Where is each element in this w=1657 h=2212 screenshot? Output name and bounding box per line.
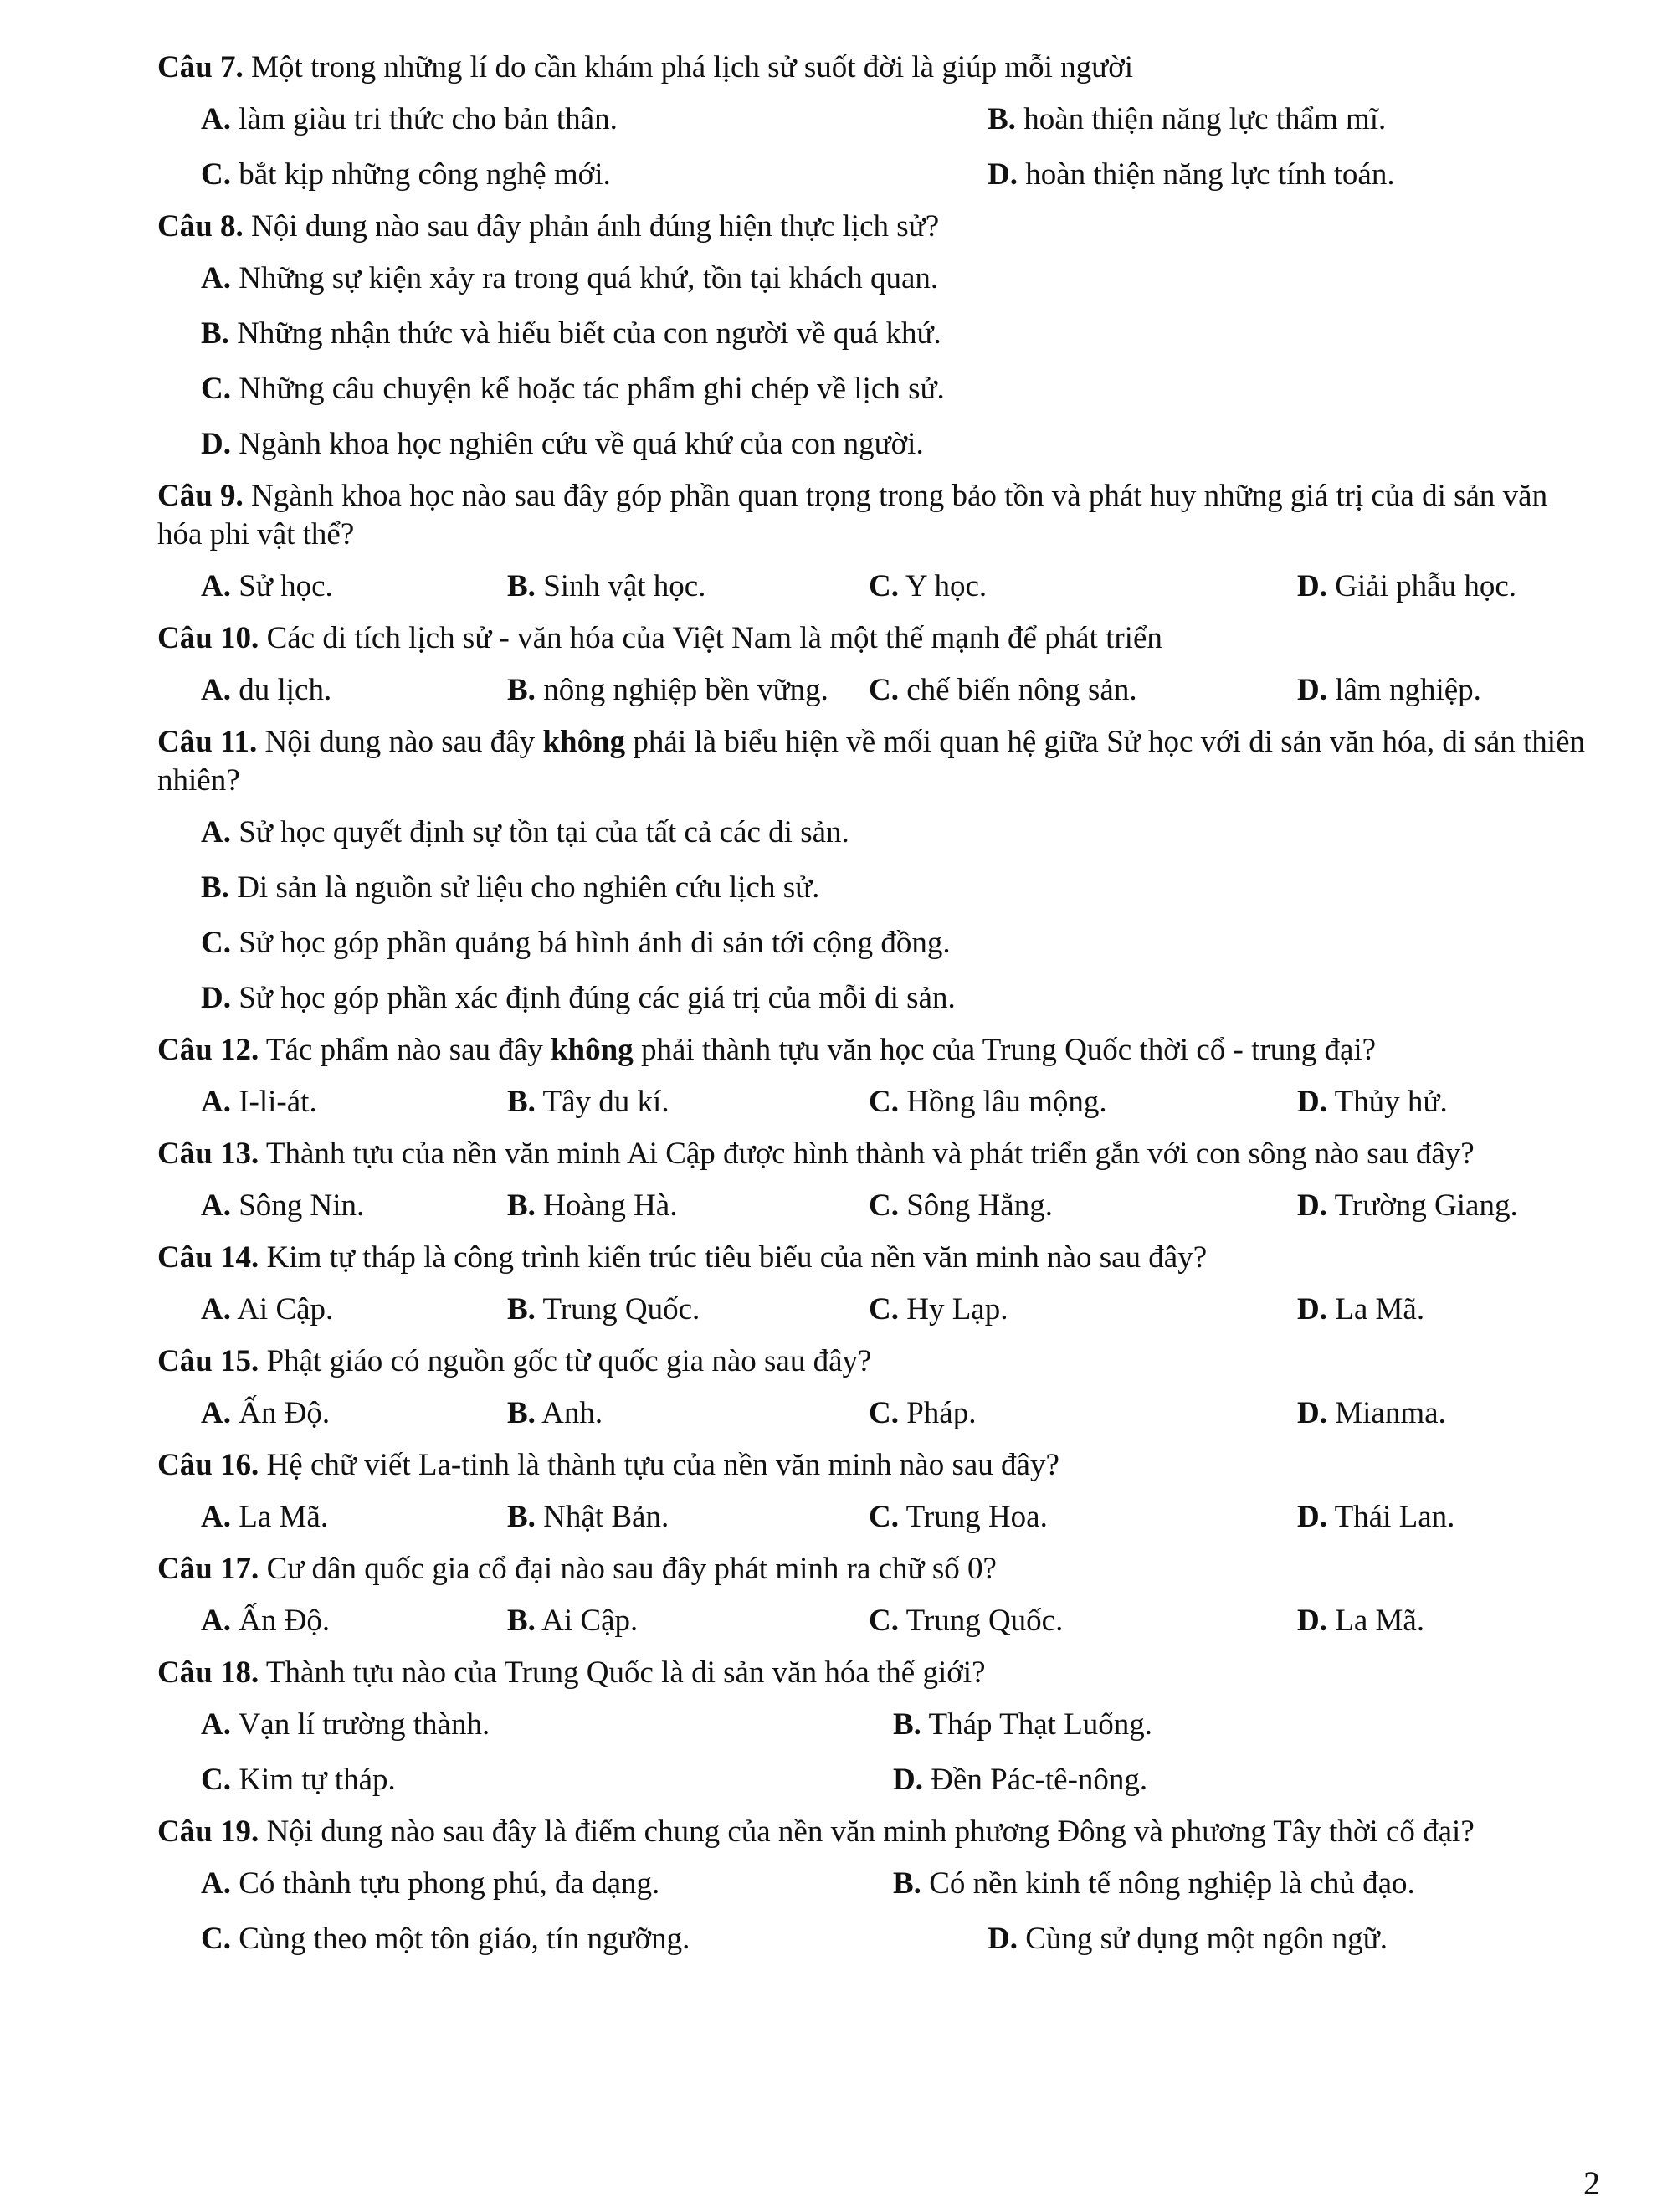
answer-option [869, 1386, 1297, 1441]
answer-option [201, 1386, 507, 1441]
option-text: Ấn Độ. [230, 1396, 331, 1430]
option-letter: D. [893, 1763, 923, 1797]
answer-option [507, 1594, 869, 1649]
option-letter: A. [201, 102, 231, 136]
option-text: Trung Quốc. [898, 1604, 1064, 1638]
stem-text: Thành tựu của nền văn minh Ai Cập được hình thành và phát triển gắn với con sông nào sau đây? [259, 1137, 1475, 1171]
option-letter: A. [201, 1292, 231, 1327]
option-letter: B. [507, 1188, 536, 1223]
option-text: La Mã. [1326, 1604, 1425, 1638]
answer-options [157, 1282, 1598, 1337]
option-letter: A. [201, 569, 231, 603]
option-letter: A. [201, 1396, 231, 1430]
exam-page [157, 44, 1598, 1967]
answer-options [157, 1386, 1598, 1441]
option-text: Anh. [535, 1396, 603, 1430]
option-letter: C. [869, 1500, 899, 1534]
option-text: La Mã. [230, 1500, 329, 1534]
emphasis-text: không [550, 1033, 634, 1067]
answer-option [869, 1178, 1297, 1234]
question-label: Câu 15. [157, 1344, 259, 1378]
answer-option [869, 1594, 1297, 1649]
option-text: Hồng lâu mộng. [898, 1085, 1107, 1119]
answer-options [157, 559, 1598, 614]
answer-option [1297, 1594, 1582, 1649]
option-letter: D. [201, 427, 231, 461]
option-text: Sử học góp phần quảng bá hình ảnh di sản tới cộng đồng. [230, 926, 951, 960]
answer-option [1297, 1178, 1582, 1234]
question-11 [157, 718, 1598, 1026]
question-label: Câu 13. [157, 1137, 259, 1171]
option-letter: D. [1297, 1396, 1327, 1430]
answer-option [201, 860, 1598, 916]
option-text: hoàn thiện năng lực tính toán. [1017, 157, 1395, 192]
option-letter: C. [869, 1396, 899, 1430]
option-letter: A. [201, 673, 231, 707]
answer-option [869, 1282, 1297, 1337]
question-label: Câu 17. [157, 1552, 259, 1586]
answer-options [157, 1856, 1598, 1967]
answer-options [157, 1178, 1598, 1234]
question-14 [157, 1234, 1598, 1337]
option-text: nông nghiệp bền vững. [535, 673, 828, 707]
option-letter: D. [201, 981, 231, 1015]
option-text: chế biến nông sản. [898, 673, 1137, 707]
option-letter: C. [869, 1085, 899, 1119]
option-text: Thái Lan. [1326, 1500, 1455, 1534]
answer-option [507, 1386, 869, 1441]
option-letter: D. [988, 1922, 1018, 1956]
option-letter: D. [1297, 1604, 1327, 1638]
answer-option [869, 559, 1297, 614]
question-stem [157, 1441, 1598, 1490]
answer-option [201, 1856, 893, 1912]
option-letter: D. [1297, 1292, 1327, 1327]
question-18 [157, 1649, 1598, 1808]
answer-option [201, 306, 1598, 362]
option-letter: C. [201, 372, 231, 406]
option-text: Ấn Độ. [230, 1604, 331, 1638]
stem-text: phải là biểu hiện về mối quan hệ giữa Sử học với di sản văn hóa, di sản thiên nhiên? [157, 725, 1585, 798]
option-letter: A. [201, 815, 231, 849]
answer-option [201, 251, 1598, 306]
question-label: Câu 11. [157, 725, 258, 759]
question-label: Câu 19. [157, 1814, 259, 1849]
option-text: Vạn lí trường thành. [230, 1707, 490, 1742]
answer-option [201, 1697, 893, 1753]
answer-option [201, 1912, 988, 1967]
answer-option [893, 1856, 1562, 1912]
page-number: 2 [1583, 2164, 1600, 2202]
question-stem [157, 203, 1598, 251]
question-label: Câu 10. [157, 621, 259, 655]
option-text: Thủy hử. [1326, 1085, 1448, 1119]
answer-option [201, 1282, 507, 1337]
question-19 [157, 1808, 1598, 1967]
option-text: Hy Lạp. [898, 1292, 1008, 1327]
option-text: Ai Cập. [535, 1604, 639, 1638]
question-10 [157, 614, 1598, 718]
answer-option [507, 1282, 869, 1337]
option-text: Sông Hằng. [898, 1188, 1053, 1223]
answer-option [201, 971, 1598, 1026]
stem-text: phải thành tựu văn học của Trung Quốc thời cổ - trung đại? [633, 1033, 1377, 1067]
answer-option [1297, 1282, 1582, 1337]
question-list [157, 44, 1598, 1967]
stem-text: Nội dung nào sau đây là điểm chung của nền văn minh phương Đông và phương Tây thời cổ đại? [259, 1814, 1475, 1849]
option-text: Trường Giang. [1326, 1188, 1518, 1223]
answer-option [201, 147, 988, 203]
option-letter: C. [869, 569, 899, 603]
option-text: làm giàu tri thức cho bản thân. [230, 102, 618, 136]
option-letter: C. [869, 1292, 899, 1327]
answer-options [157, 805, 1598, 1026]
option-letter: B. [201, 870, 229, 905]
option-letter: A. [201, 261, 231, 295]
option-letter: C. [201, 926, 231, 960]
answer-option [893, 1697, 1562, 1753]
option-letter: A. [201, 1085, 231, 1119]
option-letter: B. [507, 1604, 536, 1638]
option-letter: A. [201, 1604, 231, 1638]
question-stem [157, 1026, 1598, 1075]
option-letter: C. [869, 1604, 899, 1638]
answer-option [201, 362, 1598, 417]
answer-option [201, 417, 1598, 472]
option-letter: A. [201, 1500, 231, 1534]
question-label: Câu 14. [157, 1240, 259, 1275]
answer-option [507, 1075, 869, 1130]
question-label: Câu 8. [157, 209, 244, 244]
stem-text: Cư dân quốc gia cổ đại nào sau đây phát minh ra chữ số 0? [259, 1552, 997, 1586]
answer-options [157, 92, 1598, 203]
stem-text: Kim tự tháp là công trình kiến trúc tiêu biểu của nền văn minh nào sau đây? [259, 1240, 1208, 1275]
question-stem [157, 1234, 1598, 1282]
answer-option [201, 92, 988, 147]
stem-text: Nội dung nào sau đây phản ánh đúng hiện thực lịch sử? [243, 209, 940, 244]
question-label: Câu 16. [157, 1448, 259, 1482]
option-letter: D. [1297, 1085, 1327, 1119]
question-label: Câu 7. [157, 50, 244, 85]
answer-option [201, 1075, 507, 1130]
option-letter: B. [507, 673, 536, 707]
option-text: Mianma. [1326, 1396, 1446, 1430]
option-text: Kim tự tháp. [230, 1763, 396, 1797]
answer-option [1297, 559, 1582, 614]
question-stem [157, 1545, 1598, 1594]
answer-options [157, 1490, 1598, 1545]
question-stem [157, 44, 1598, 92]
option-text: Sinh vật học. [535, 569, 706, 603]
question-7 [157, 44, 1598, 203]
option-letter: B. [988, 102, 1016, 136]
answer-options [157, 1594, 1598, 1649]
option-text: Y học. [898, 569, 988, 603]
stem-text: Thành tựu nào của Trung Quốc là di sản văn hóa thế giới? [259, 1655, 986, 1690]
option-text: Ai Cập. [230, 1292, 334, 1327]
stem-text: Tác phẩm nào sau đây [259, 1033, 551, 1067]
option-letter: C. [201, 1922, 231, 1956]
question-8 [157, 203, 1598, 472]
question-13 [157, 1130, 1598, 1234]
answer-option [507, 1178, 869, 1234]
option-letter: B. [507, 1500, 536, 1534]
option-letter: B. [893, 1707, 921, 1742]
answer-option [869, 663, 1297, 718]
question-stem [157, 1808, 1598, 1856]
answer-option [201, 1594, 507, 1649]
option-letter: D. [988, 157, 1018, 192]
question-12 [157, 1026, 1598, 1130]
option-letter: B. [507, 1085, 536, 1119]
option-text: Ngành khoa học nghiên cứu về quá khứ của con người. [230, 427, 924, 461]
option-text: Đền Pác-tê-nông. [922, 1763, 1148, 1797]
option-letter: C. [201, 1763, 231, 1797]
question-stem [157, 614, 1598, 663]
option-letter: D. [1297, 569, 1327, 603]
option-text: Có thành tựu phong phú, đa dạng. [230, 1866, 660, 1901]
option-letter: A. [201, 1866, 231, 1901]
answer-options [157, 663, 1598, 718]
answer-option [201, 1178, 507, 1234]
option-letter: D. [1297, 673, 1327, 707]
answer-option [893, 1753, 1562, 1808]
option-letter: B. [201, 316, 229, 351]
answer-option [988, 147, 1540, 203]
option-text: Sử học. [230, 569, 333, 603]
option-letter: B. [507, 1292, 536, 1327]
option-text: Trung Hoa. [898, 1500, 1048, 1534]
stem-text: Các di tích lịch sử - văn hóa của Việt Nam là một thế mạnh để phát triển [259, 621, 1162, 655]
answer-option [201, 559, 507, 614]
answer-option [869, 1075, 1297, 1130]
answer-option [201, 916, 1598, 971]
question-stem [157, 1130, 1598, 1178]
option-letter: C. [869, 673, 899, 707]
option-text: Những câu chuyện kể hoặc tác phẩm ghi chép về lịch sử. [230, 372, 945, 406]
stem-text: Ngành khoa học nào sau đây góp phần quan trọng trong bảo tồn và phát huy những giá trị của di sản văn hóa phi vật thể? [157, 479, 1548, 552]
option-text: Sử học góp phần xác định đúng các giá trị của mỗi di sản. [230, 981, 956, 1015]
option-text: Pháp. [898, 1396, 977, 1430]
answer-option [507, 559, 869, 614]
answer-option [1297, 1490, 1582, 1545]
question-stem [157, 1649, 1598, 1697]
answer-option [507, 1490, 869, 1545]
option-letter: B. [507, 569, 536, 603]
option-letter: D. [1297, 1188, 1327, 1223]
question-label: Câu 12. [157, 1033, 259, 1067]
answer-option [201, 1490, 507, 1545]
option-letter: A. [201, 1188, 231, 1223]
answer-options [157, 251, 1598, 472]
option-text: Sông Nin. [230, 1188, 365, 1223]
answer-option [1297, 663, 1582, 718]
answer-option [869, 1490, 1297, 1545]
option-text: bắt kịp những công nghệ mới. [230, 157, 611, 192]
option-text: Những sự kiện xảy ra trong quá khứ, tồn tại khách quan. [230, 261, 939, 295]
question-17 [157, 1545, 1598, 1649]
option-text: Di sản là nguồn sử liệu cho nghiên cứu lịch sử. [228, 870, 820, 905]
option-text: Tháp Thạt Luổng. [921, 1707, 1153, 1742]
option-text: Những nhận thức và hiểu biết của con người về quá khứ. [228, 316, 941, 351]
option-text: Nhật Bản. [535, 1500, 669, 1534]
option-text: Giải phẫu học. [1326, 569, 1517, 603]
answer-option [201, 805, 1598, 860]
answer-option [201, 663, 507, 718]
answer-option [1297, 1386, 1582, 1441]
option-text: I-li-át. [230, 1085, 317, 1119]
option-text: Có nền kinh tế nông nghiệp là chủ đạo. [921, 1866, 1415, 1901]
question-stem [157, 1337, 1598, 1386]
stem-text: Phật giáo có nguồn gốc từ quốc gia nào sau đây? [259, 1344, 872, 1378]
emphasis-text: không [542, 725, 626, 759]
answer-options [157, 1075, 1598, 1130]
option-text: du lịch. [230, 673, 332, 707]
option-text: La Mã. [1326, 1292, 1425, 1327]
option-text: Hoàng Hà. [535, 1188, 678, 1223]
answer-option [1297, 1075, 1582, 1130]
stem-text: Hệ chữ viết La-tinh là thành tựu của nền văn minh nào sau đây? [259, 1448, 1059, 1482]
answer-option [507, 663, 869, 718]
option-text: lâm nghiệp. [1326, 673, 1481, 707]
option-text: Tây du kí. [535, 1085, 669, 1119]
question-15 [157, 1337, 1598, 1441]
question-label: Câu 18. [157, 1655, 259, 1690]
answer-option [988, 1912, 1540, 1967]
option-letter: C. [201, 157, 231, 192]
option-letter: B. [507, 1396, 536, 1430]
stem-text: Một trong những lí do cần khám phá lịch sử suốt đời là giúp mỗi người [243, 50, 1134, 85]
stem-text: Nội dung nào sau đây [257, 725, 543, 759]
option-text: Cùng theo một tôn giáo, tín ngưỡng. [230, 1922, 690, 1956]
answer-option [201, 1753, 893, 1808]
option-text: hoàn thiện năng lực thẩm mĩ. [1015, 102, 1387, 136]
question-9 [157, 472, 1598, 614]
option-letter: C. [869, 1188, 899, 1223]
option-text: Cùng sử dụng một ngôn ngữ. [1017, 1922, 1388, 1956]
option-text: Sử học quyết định sự tồn tại của tất cả các di sản. [230, 815, 849, 849]
answer-option [988, 92, 1540, 147]
question-16 [157, 1441, 1598, 1545]
option-letter: A. [201, 1707, 231, 1742]
option-letter: B. [893, 1866, 921, 1901]
question-stem [157, 472, 1598, 559]
question-label: Câu 9. [157, 479, 244, 513]
option-text: Trung Quốc. [535, 1292, 700, 1327]
question-stem [157, 718, 1598, 805]
answer-options [157, 1697, 1598, 1808]
option-letter: D. [1297, 1500, 1327, 1534]
